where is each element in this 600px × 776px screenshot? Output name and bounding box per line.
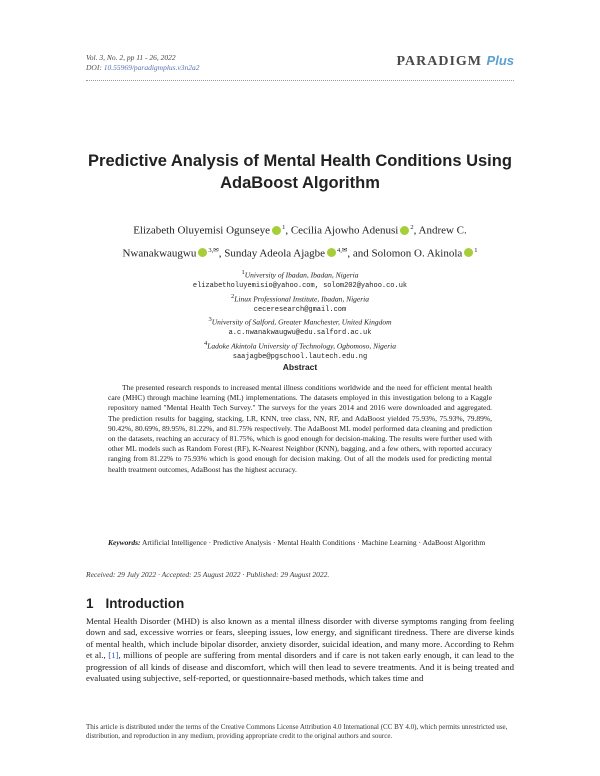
affiliation-4: $^4$Ladoke Akintola University of Technology, Ogbomoso, Nigeria: [204, 339, 396, 350]
affiliations: [86, 268, 514, 362]
intro-text-cont: , millions of people are suffering from mental disorders and if care is not taken early enough, it can lead to the progression of all kinds of disease and discomfort, which will then lead to severe treatments. And it is being treated and evaluated using subjective, self-reported, or questionnaire-based methods, which takes time and: [86, 650, 515, 684]
intro-paragraph: [86, 616, 514, 684]
affiliation-2: $^2$Linux Professional Institute, Ibadan, Nigeria: [231, 292, 369, 303]
author-sup: 2: [410, 224, 414, 231]
doi-label: DOI:: [86, 63, 104, 72]
section-heading: [86, 596, 184, 611]
paper-title: [60, 150, 540, 194]
author-name: Sunday Adeola Ajagbe: [224, 247, 326, 260]
author-sup: 4,✉: [337, 246, 348, 254]
intro-text: Mental Health Disorder (MHD) is also known as a mental illness disorder with diverse symptoms ranging from feeling down and sad, excessive worries or fears, sleeping issues, low energy, and significant tiredness. There are diverse kinds of mental health, which include bipolar disorder, anxiety disorder, suicidal ideation, and many more. According to Rehm et al.,: [86, 616, 514, 661]
section-title: Introduction: [105, 596, 185, 611]
orcid-icon[interactable]: [400, 226, 409, 235]
email-2[interactable]: ceceresearch@gmail.com: [253, 305, 347, 314]
author-sup: 3,✉: [208, 246, 219, 254]
license-footer: This article is distributed under the terms of the Creative Commons License Attribution 4.0 International (CC BY 4.0), which permits unrestricted use, distribution, and reproduction in any medium, providing appropriate credit to the original authors and source.: [86, 723, 508, 740]
affiliation-1: $^1$University of Ibadan, Ibadan, Nigeria: [241, 269, 359, 280]
author-list: [86, 218, 514, 263]
doi-line: [86, 63, 200, 73]
keywords-label: Keywords:: [108, 538, 141, 547]
keywords: [108, 538, 492, 548]
orcid-icon[interactable]: [464, 248, 473, 257]
doi-link[interactable]: 10.55969/paradigmplus.v3n2a2: [103, 63, 200, 72]
volume-info: Vol. 3, No. 2, pp 11 - 26, 2022: [86, 53, 176, 62]
title-line-2: AdaBoost Algorithm: [220, 174, 380, 192]
author-sep: ,: [285, 224, 291, 237]
author-sep: , Andrew C.: [413, 224, 467, 237]
author-name: Nwanakwaugwu: [122, 247, 197, 260]
section-number: 1: [86, 596, 94, 611]
email-4[interactable]: saajagbe@pgschool.lautech.edu.ng: [232, 352, 368, 361]
abstract-text: The presented research responds to increased mental illness conditions worldwide and the need for efficient mental health care (MHC) through machine learning (ML) implementations. The datasets employed in this investigation belong to a Kaggle repository named "Mental Health Tech Survey." The surveys for the years 2014 and 2016 were downloaded and aggregated. The prediction results for bagging, stacking, LR, KNN, tree class, NN, RF, and AdaBoost yielded 75.93%, 75.93%, 79.89%, 90.42%, 80.69%, 89.95%, 81.22%, and 81.75% respectively. The AdaBoost ML model performed data cleaning and prediction on the datasets, reaching an accuracy of 81.75%, which is good enough for decision-making. The results were further used with other ML models such as Random Forest (RF), K-Nearest Neighbor (KNN), bagging, and a few others, with reported accuracy ranging from 81.22% to 75.93% which is good enough for decision making. Out of all the models used for predicting mental health treatment outcomes, AdaBoost has the highest accuracy.: [108, 383, 492, 474]
orcid-icon[interactable]: [272, 226, 281, 235]
abstract-heading: Abstract: [282, 362, 318, 372]
keywords-text: Artificial Intelligence · Predictive Analysis · Mental Health Conditions · Machine Learning · AdaBoost Algorithm: [140, 538, 486, 547]
author-sup: 1: [474, 246, 478, 254]
email-1[interactable]: elizabetholuyemisio@yahoo.com, solom202@yahoo.co.uk: [192, 282, 408, 290]
journal-meta: [86, 53, 200, 73]
brand-plus: Plus: [486, 53, 514, 68]
author-name: Cecilia Ajowho Adenusi: [290, 224, 399, 237]
email-3[interactable]: a.c.nwanakwaugwu@edu.salford.ac.uk: [228, 329, 372, 337]
brand-main: PARADIGM: [396, 54, 483, 69]
title-line-1: Predictive Analysis of Mental Health Conditions Using: [88, 152, 512, 170]
publication-dates: Received: 29 July 2022 · Accepted: 25 August 2022 · Published: 29 August 2022.: [86, 570, 330, 579]
author-sup: 1: [282, 224, 286, 231]
author-name: Solomon O. Akinola: [371, 247, 463, 260]
author-sep: ,: [218, 247, 225, 260]
orcid-icon[interactable]: [198, 248, 207, 257]
affiliation-3: $^3$University of Salford, Greater Manchester, United Kingdom: [208, 316, 392, 327]
author-name: Elizabeth Oluyemisi Ogunseye: [133, 224, 271, 237]
header-divider: [86, 80, 514, 81]
orcid-icon[interactable]: [327, 248, 336, 257]
citation-link[interactable]: [1]: [108, 650, 119, 661]
journal-logo: [397, 53, 514, 70]
author-sep: , and: [347, 247, 372, 260]
